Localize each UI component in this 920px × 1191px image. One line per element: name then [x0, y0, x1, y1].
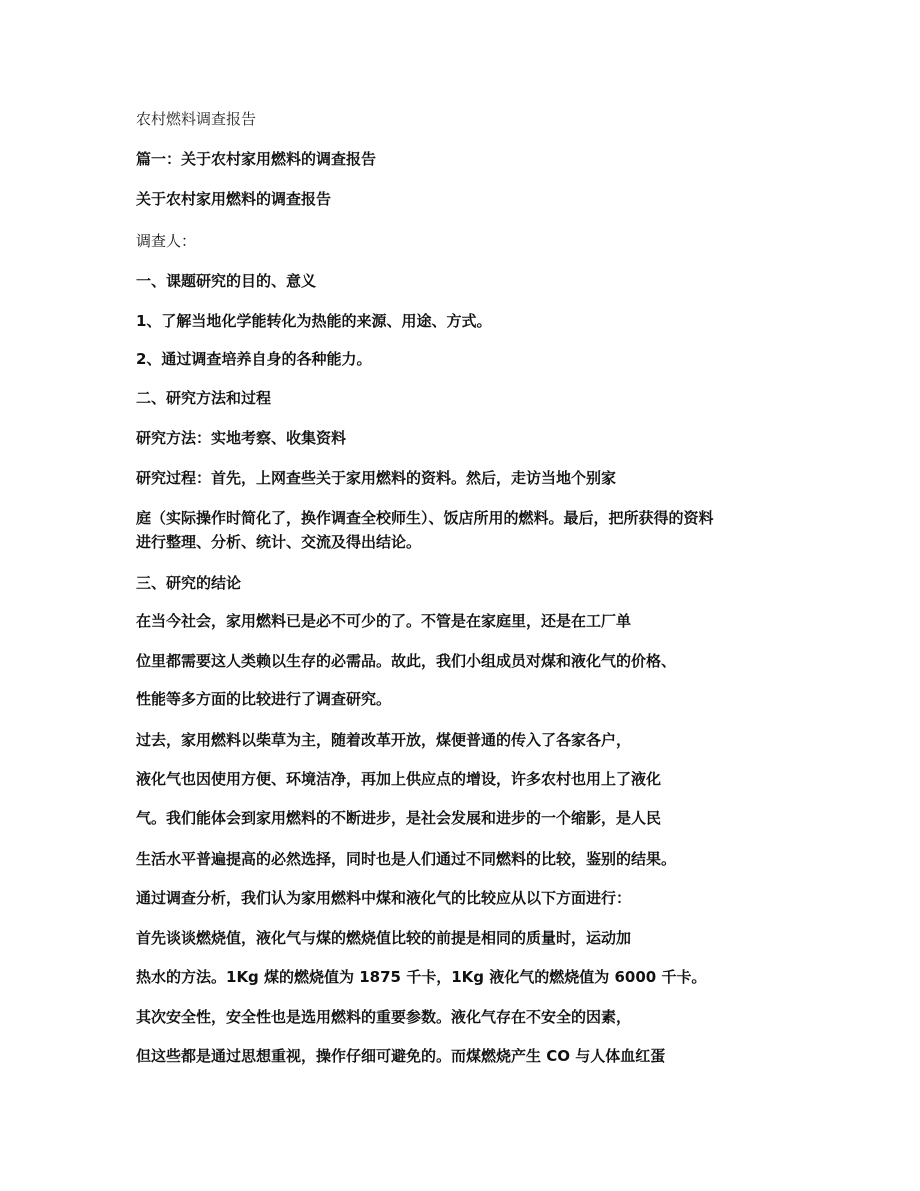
section3-p1-line1: 在当今社会，家用燃料已是必不可少的了。不管是在家庭里，还是在工厂单 [136, 612, 632, 630]
section2-method: 研究方法：实地考察、收集资料 [136, 429, 347, 447]
section3-p4-line1: 首先谈谈燃烧值，液化气与煤的燃烧值比较的前提是相同的质量时，运动加 [136, 929, 632, 947]
section3-p2-line1: 过去，家用燃料以柴草为主，随着改革开放，煤便普通的传入了各家各户， [136, 731, 632, 749]
section3-p2-line2: 液化气也因使用方便、环境洁净，再加上供应点的增设，许多农村也用上了液化 [136, 770, 662, 788]
section3-p4-line2: 热水的方法。1Kg 煤的燃烧值为 1875 千卡，1Kg 液化气的燃烧值为 6000 千卡。 [136, 968, 707, 986]
section1-item1: 1、了解当地化学能转化为热能的来源、用途、方式。 [136, 312, 492, 330]
report-heading: 关于农村家用燃料的调查报告 [136, 190, 332, 208]
section3-p1-line2: 位里都需要这人类赖以生存的必需品。故此，我们小组成员对煤和液化气的价格、 [136, 652, 677, 670]
section2-process-line3: 进行整理、分析、统计、交流及得出结论。 [136, 533, 422, 551]
section2-process-line2: 庭（实际操作时简化了，换作调查全校师生）、饭店所用的燃料。最后，把所获得的资料 [136, 509, 714, 527]
section2-heading: 二、研究方法和过程 [136, 389, 272, 407]
section3-p1-line3: 性能等多方面的比较进行了调查研究。 [136, 690, 392, 708]
section3-p5-line1: 其次安全性，安全性也是选用燃料的重要参数。液化气存在不安全的因素， [136, 1008, 632, 1026]
section1-item2: 2、通过调查培养自身的各种能力。 [136, 350, 372, 368]
document-title: 农村燃料调查报告 [136, 110, 257, 128]
heading-part-one: 篇一：关于农村家用燃料的调查报告 [136, 150, 377, 168]
section3-p3-line1: 通过调查分析，我们认为家用燃料中煤和液化气的比较应从以下方面进行： [136, 889, 632, 907]
section3-heading: 三、研究的结论 [136, 574, 242, 592]
section2-process-line1: 研究过程：首先，上网查些关于家用燃料的资料。然后，走访当地个别家 [136, 469, 617, 487]
section1-heading: 一、课题研究的目的、意义 [136, 272, 317, 290]
investigator-label: 调查人： [136, 232, 197, 250]
section3-p5-line2: 但这些都是通过思想重视，操作仔细可避免的。而煤燃烧产生 CO 与人体血红蛋 [136, 1047, 666, 1065]
section3-p2-line4: 生活水平普遍提高的必然选择，同时也是人们通过不同燃料的比较，鉴别的结果。 [136, 850, 677, 868]
section3-p2-line3: 气。我们能体会到家用燃料的不断进步，是社会发展和进步的一个缩影，是人民 [136, 809, 662, 827]
